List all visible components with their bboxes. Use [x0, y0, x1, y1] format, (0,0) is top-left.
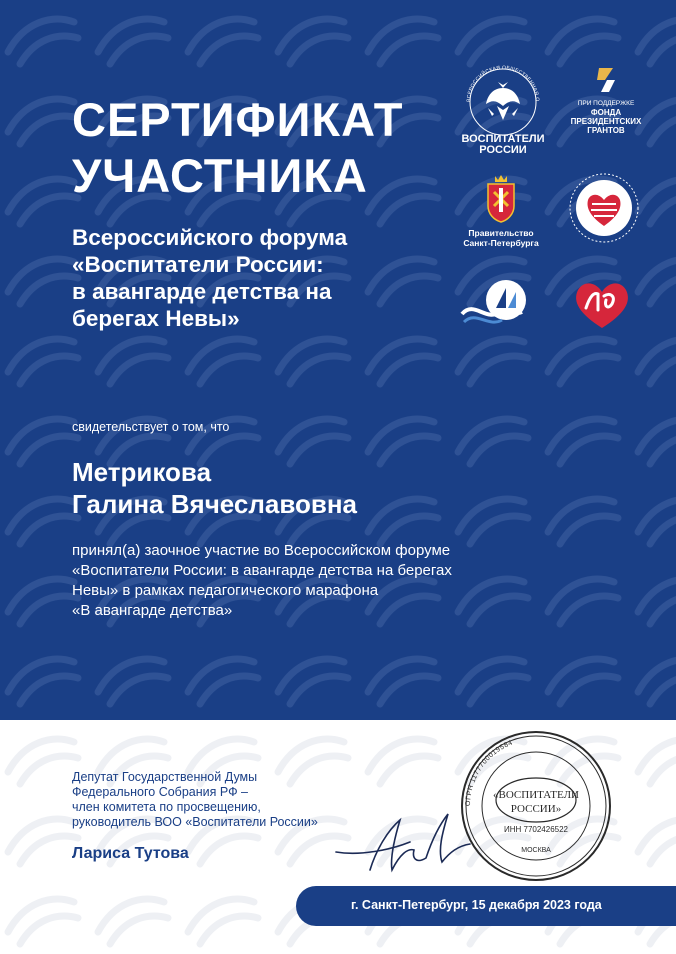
official-stamp [458, 728, 614, 884]
vospitateli-rossii-logo: ВСЕРОССИЙСКАЯ ОБЩЕСТВЕННАЯ О ВОСПИТАТЕЛИ РОССИИ [458, 58, 548, 158]
svg-text:ОГРН 1177700019584: ОГРН 1177700019584 [464, 739, 514, 807]
svg-text:«ВОСПИТАТЕЛИ: «ВОСПИТАТЕЛИ [493, 789, 579, 801]
svg-text:ВСЕРОССИЙСКАЯ ОБЩЕСТВЕННАЯ ОРГ: ВСЕРОССИЙСКАЯ ОБЩЕСТВЕННАЯ О [465, 64, 541, 103]
presidential-grants-logo: ПРИ ПОДДЕРЖКЕ ФОНДА ПРЕЗИДЕНТСКИХ ГРАНТОВ [566, 66, 646, 146]
participation-statement: принял(а) заочное участие во Всероссийском форуме «Воспитатели России: в авангарде детства на берегах Невы» в рамках педагогического марафона «В авангарде детства» [72, 542, 452, 619]
heart-foundation-logo [566, 170, 642, 246]
recipient-name: Метрикова Галина Вячеславовна [72, 457, 358, 519]
forum-name: Всероссийского форума «Воспитатели России: в авангарде детства на берегах Невы» [72, 225, 348, 331]
presidential-grants-icon [593, 66, 619, 94]
lyu-heart-logo [568, 278, 636, 330]
certifies-text: свидетельствует о том, что [72, 420, 230, 434]
svg-text:ИНН 7702426522: ИНН 7702426522 [503, 825, 569, 834]
spb-government-logo: Правительство Санкт-Петербурга [446, 172, 556, 252]
place-date: г. Санкт-Петербург, 15 декабря 2023 года [351, 898, 602, 912]
wave-sail-icon [460, 278, 536, 328]
heart-emblem-icon [566, 170, 642, 246]
signatory-title: Депутат Государственной Думы Федерального Собрания РФ – член комитета по просвещению, руководитель ВОО «Воспитатели России» [72, 770, 318, 829]
certificate-title: СЕРТИФИКАТ УЧАСТНИКА [72, 93, 404, 202]
eagle-emblem-icon [458, 58, 548, 136]
spb-coat-of-arms-icon [484, 172, 518, 224]
heart-logo-icon [568, 278, 636, 330]
svg-text:РОССИИ»: РОССИИ» [510, 803, 562, 815]
signatory-name: Лариса Тутова [72, 845, 189, 862]
svg-text:МОСКВА: МОСКВА [521, 847, 551, 854]
forum-wave-logo [460, 278, 536, 328]
